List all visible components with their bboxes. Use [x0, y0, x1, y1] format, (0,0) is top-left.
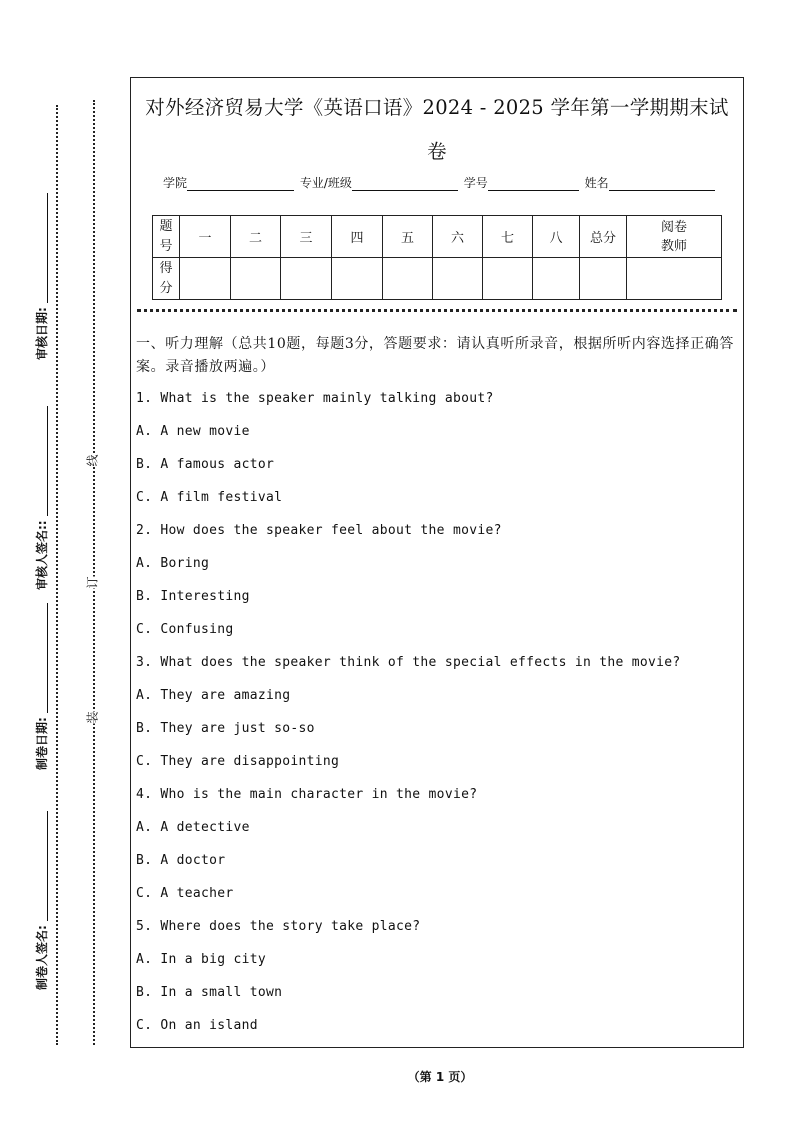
question-stem: 1. What is the speaker mainly talking about?: [136, 391, 494, 406]
student-info-row: [163, 174, 717, 191]
name-field[interactable]: [609, 177, 715, 191]
option: A. They are amazing: [136, 688, 291, 703]
option: B. Interesting: [136, 589, 250, 604]
binding-char-line: 线: [82, 454, 103, 466]
question-block: [136, 389, 740, 521]
major-class-label: 专业/班级: [299, 176, 352, 190]
margin-dotted-line-inner: [93, 100, 95, 1045]
col-header: 八: [533, 216, 580, 258]
question-block: [136, 521, 740, 653]
binding-char-staple: 订: [82, 576, 103, 588]
option: C. They are disappointing: [136, 754, 340, 769]
question-block: [136, 917, 740, 1049]
score-table: [152, 215, 722, 300]
col-header: 一: [180, 216, 231, 258]
question-no-header: 题 号: [153, 216, 180, 258]
col-header: 七: [483, 216, 533, 258]
question-stem: 4. Who is the main character in the movie?: [136, 787, 478, 802]
exam-title: [131, 86, 743, 174]
college-field[interactable]: [187, 177, 294, 191]
college-label: 学院: [163, 176, 188, 190]
name-label: 姓名: [584, 176, 609, 190]
exam-content: [136, 333, 740, 1049]
option: A. A detective: [136, 820, 250, 835]
score-table-header-row: [153, 216, 722, 258]
total-header: 总分: [580, 216, 627, 258]
question-stem: 2. How does the speaker feel about the movie?: [136, 523, 502, 538]
total-score-cell[interactable]: [580, 258, 627, 300]
option: B. In a small town: [136, 985, 283, 1000]
question-stem: 5. Where does the story take place?: [136, 919, 421, 934]
score-cell[interactable]: [533, 258, 580, 300]
score-cell[interactable]: [332, 258, 383, 300]
reviewer-cell[interactable]: [627, 258, 722, 300]
exam-frame: [130, 77, 744, 1048]
student-id-field[interactable]: [488, 177, 579, 191]
col-header: 五: [383, 216, 433, 258]
question-block: [136, 653, 740, 785]
option: C. A teacher: [136, 886, 234, 901]
col-header: 六: [433, 216, 483, 258]
score-cell[interactable]: [433, 258, 483, 300]
major-class-field[interactable]: [352, 177, 458, 191]
option: C. On an island: [136, 1018, 258, 1033]
score-cell[interactable]: [483, 258, 533, 300]
reviewer-header: 阅卷 教师: [627, 216, 722, 258]
option: C. A film festival: [136, 490, 283, 505]
score-cell[interactable]: [180, 258, 231, 300]
option: A. A new movie: [136, 424, 250, 439]
score-cell[interactable]: [231, 258, 281, 300]
dotted-separator: [137, 309, 737, 312]
option: B. They are just so-so: [136, 721, 315, 736]
title-line-1: 对外经济贸易大学《英语口语》2024 - 2025 学年第一学期期末试: [145, 96, 729, 119]
option: A. In a big city: [136, 952, 267, 967]
score-header: 得 分: [153, 258, 180, 300]
reviewer-signature-label: 审核人签名::: [33, 406, 50, 590]
title-line-2: 卷: [427, 140, 447, 163]
paper-maker-signature-label: 制卷人签名:: [33, 811, 50, 990]
option: B. A doctor: [136, 853, 226, 868]
question-stem: 3. What does the speaker think of the special effects in the movie?: [136, 655, 681, 670]
question-block: [136, 785, 740, 917]
binding-char-bind: 装: [82, 711, 103, 723]
option: C. Confusing: [136, 622, 234, 637]
col-header: 二: [231, 216, 281, 258]
student-id-label: 学号: [463, 176, 488, 190]
option: B. A famous actor: [136, 457, 275, 472]
col-header: 三: [281, 216, 332, 258]
score-table-score-row: [153, 258, 722, 300]
col-header: 四: [332, 216, 383, 258]
review-date-label: 审核日期:: [33, 193, 50, 360]
paper-date-label: 制卷日期:: [33, 603, 50, 770]
section-1-instruction: 一、听力理解（总共10题，每题3分，答题要求：请认真听所录音，根据所听内容选择正确答案。录音播放两遍。）: [136, 336, 734, 375]
score-cell[interactable]: [383, 258, 433, 300]
score-cell[interactable]: [281, 258, 332, 300]
margin-dotted-line-outer: [56, 105, 58, 1045]
page-number: （第 1 页）: [407, 1070, 473, 1084]
option: A. Boring: [136, 556, 210, 571]
